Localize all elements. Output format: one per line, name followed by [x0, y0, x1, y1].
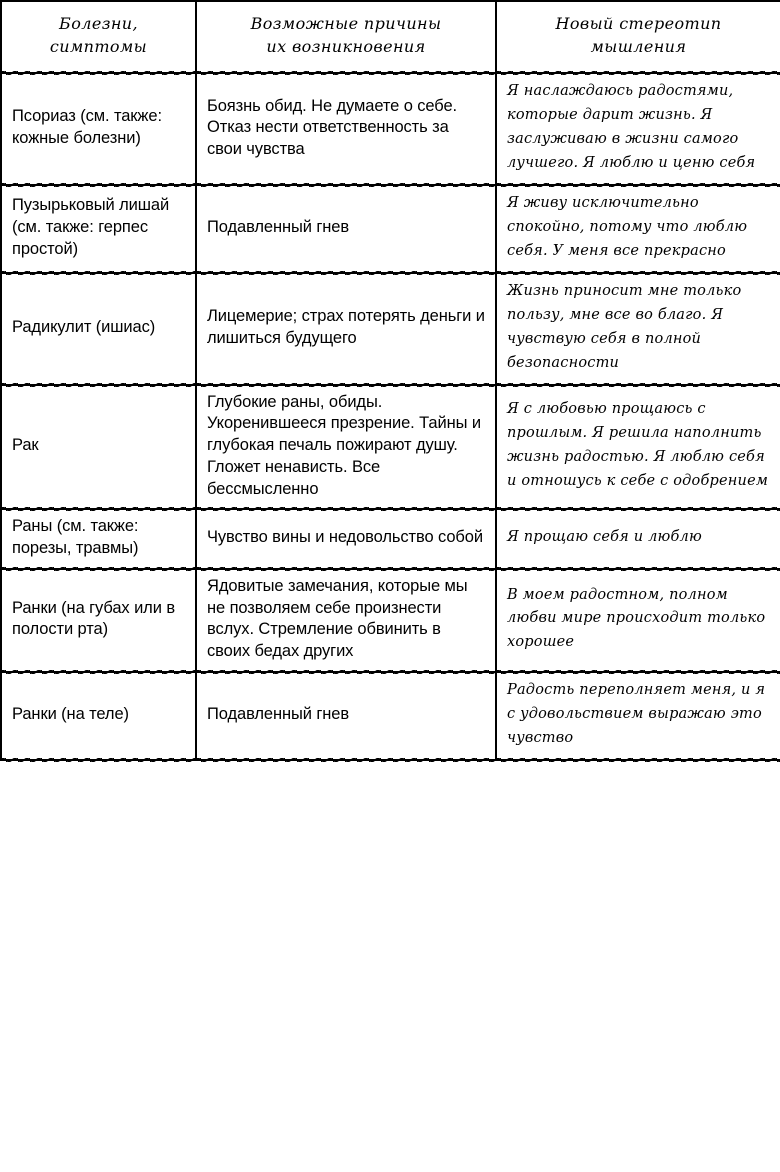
column-header-affirmations-line2: мышления	[590, 37, 687, 57]
row-affirmation: Я прощаю себя и люблю	[496, 509, 780, 569]
column-header-symptoms	[1, 1, 196, 73]
table-header-row	[1, 1, 780, 73]
row-affirmation: Радость переполняет меня, и я с удовольствием выражаю это чувство	[496, 672, 780, 760]
column-header-affirmations	[496, 1, 780, 73]
column-header-causes-line2: их возникновения	[266, 37, 426, 57]
table-row	[1, 385, 780, 510]
row-cause: Глубокие раны, обиды. Укоренившееся презрение. Тайны и глубокая печаль пожирают душу. Гложет ненависть. Все бессмысленно	[196, 385, 496, 510]
row-affirmation: В моем радостном, полном любви мире происходит только хорошее	[496, 569, 780, 672]
table-row	[1, 672, 780, 760]
table-row	[1, 73, 780, 185]
row-affirmation: Я с любовью прощаюсь с прошлым. Я решила наполнить жизнь радостью. Я люблю себя и отношусь к себе с одобрением	[496, 385, 780, 510]
row-cause: Лицемерие; страх потерять деньги и лишиться будущего	[196, 273, 496, 385]
row-symptom: Пузырьковый лишай (см. также: герпес простой)	[1, 185, 196, 273]
table-row	[1, 569, 780, 672]
column-header-affirmations-line1: Новый стереотип	[555, 14, 722, 33]
row-cause: Подавленный гнев	[196, 185, 496, 273]
table-body	[1, 73, 780, 759]
row-symptom: Раны (см. также: порезы, травмы)	[1, 509, 196, 569]
row-symptom: Ранки (на теле)	[1, 672, 196, 760]
column-header-symptoms-line2: симптомы	[49, 37, 148, 57]
row-cause: Ядовитые замечания, которые мы не позволяем себе произнести вслух. Стремление обвинить в своих бедах других	[196, 569, 496, 672]
column-header-symptoms-line1: Болезни,	[59, 14, 138, 33]
row-symptom: Радикулит (ишиас)	[1, 273, 196, 385]
row-affirmation: Я наслаждаюсь радостями, которые дарит жизнь. Я заслуживаю в жизни самого лучшего. Я люблю и ценю себя	[496, 73, 780, 185]
column-header-causes	[196, 1, 496, 73]
row-symptom: Ранки (на губах или в полости рта)	[1, 569, 196, 672]
column-header-causes-line1: Возможные причины	[250, 14, 442, 33]
row-symptom: Рак	[1, 385, 196, 510]
row-cause: Боязнь обид. Не думаете о себе. Отказ нести ответственность за свои чувства	[196, 73, 496, 185]
row-cause: Подавленный гнев	[196, 672, 496, 760]
row-affirmation: Я живу исключительно спокойно, потому что люблю себя. У меня все прекрасно	[496, 185, 780, 273]
row-symptom: Псориаз (см. также: кожные болезни)	[1, 73, 196, 185]
row-cause: Чувство вины и недовольство собой	[196, 509, 496, 569]
table-header	[1, 1, 780, 73]
table-row	[1, 273, 780, 385]
table-row	[1, 185, 780, 273]
row-affirmation: Жизнь приносит мне только пользу, мне все во благо. Я чувствую себя в полной безопасности	[496, 273, 780, 385]
table-row	[1, 509, 780, 569]
